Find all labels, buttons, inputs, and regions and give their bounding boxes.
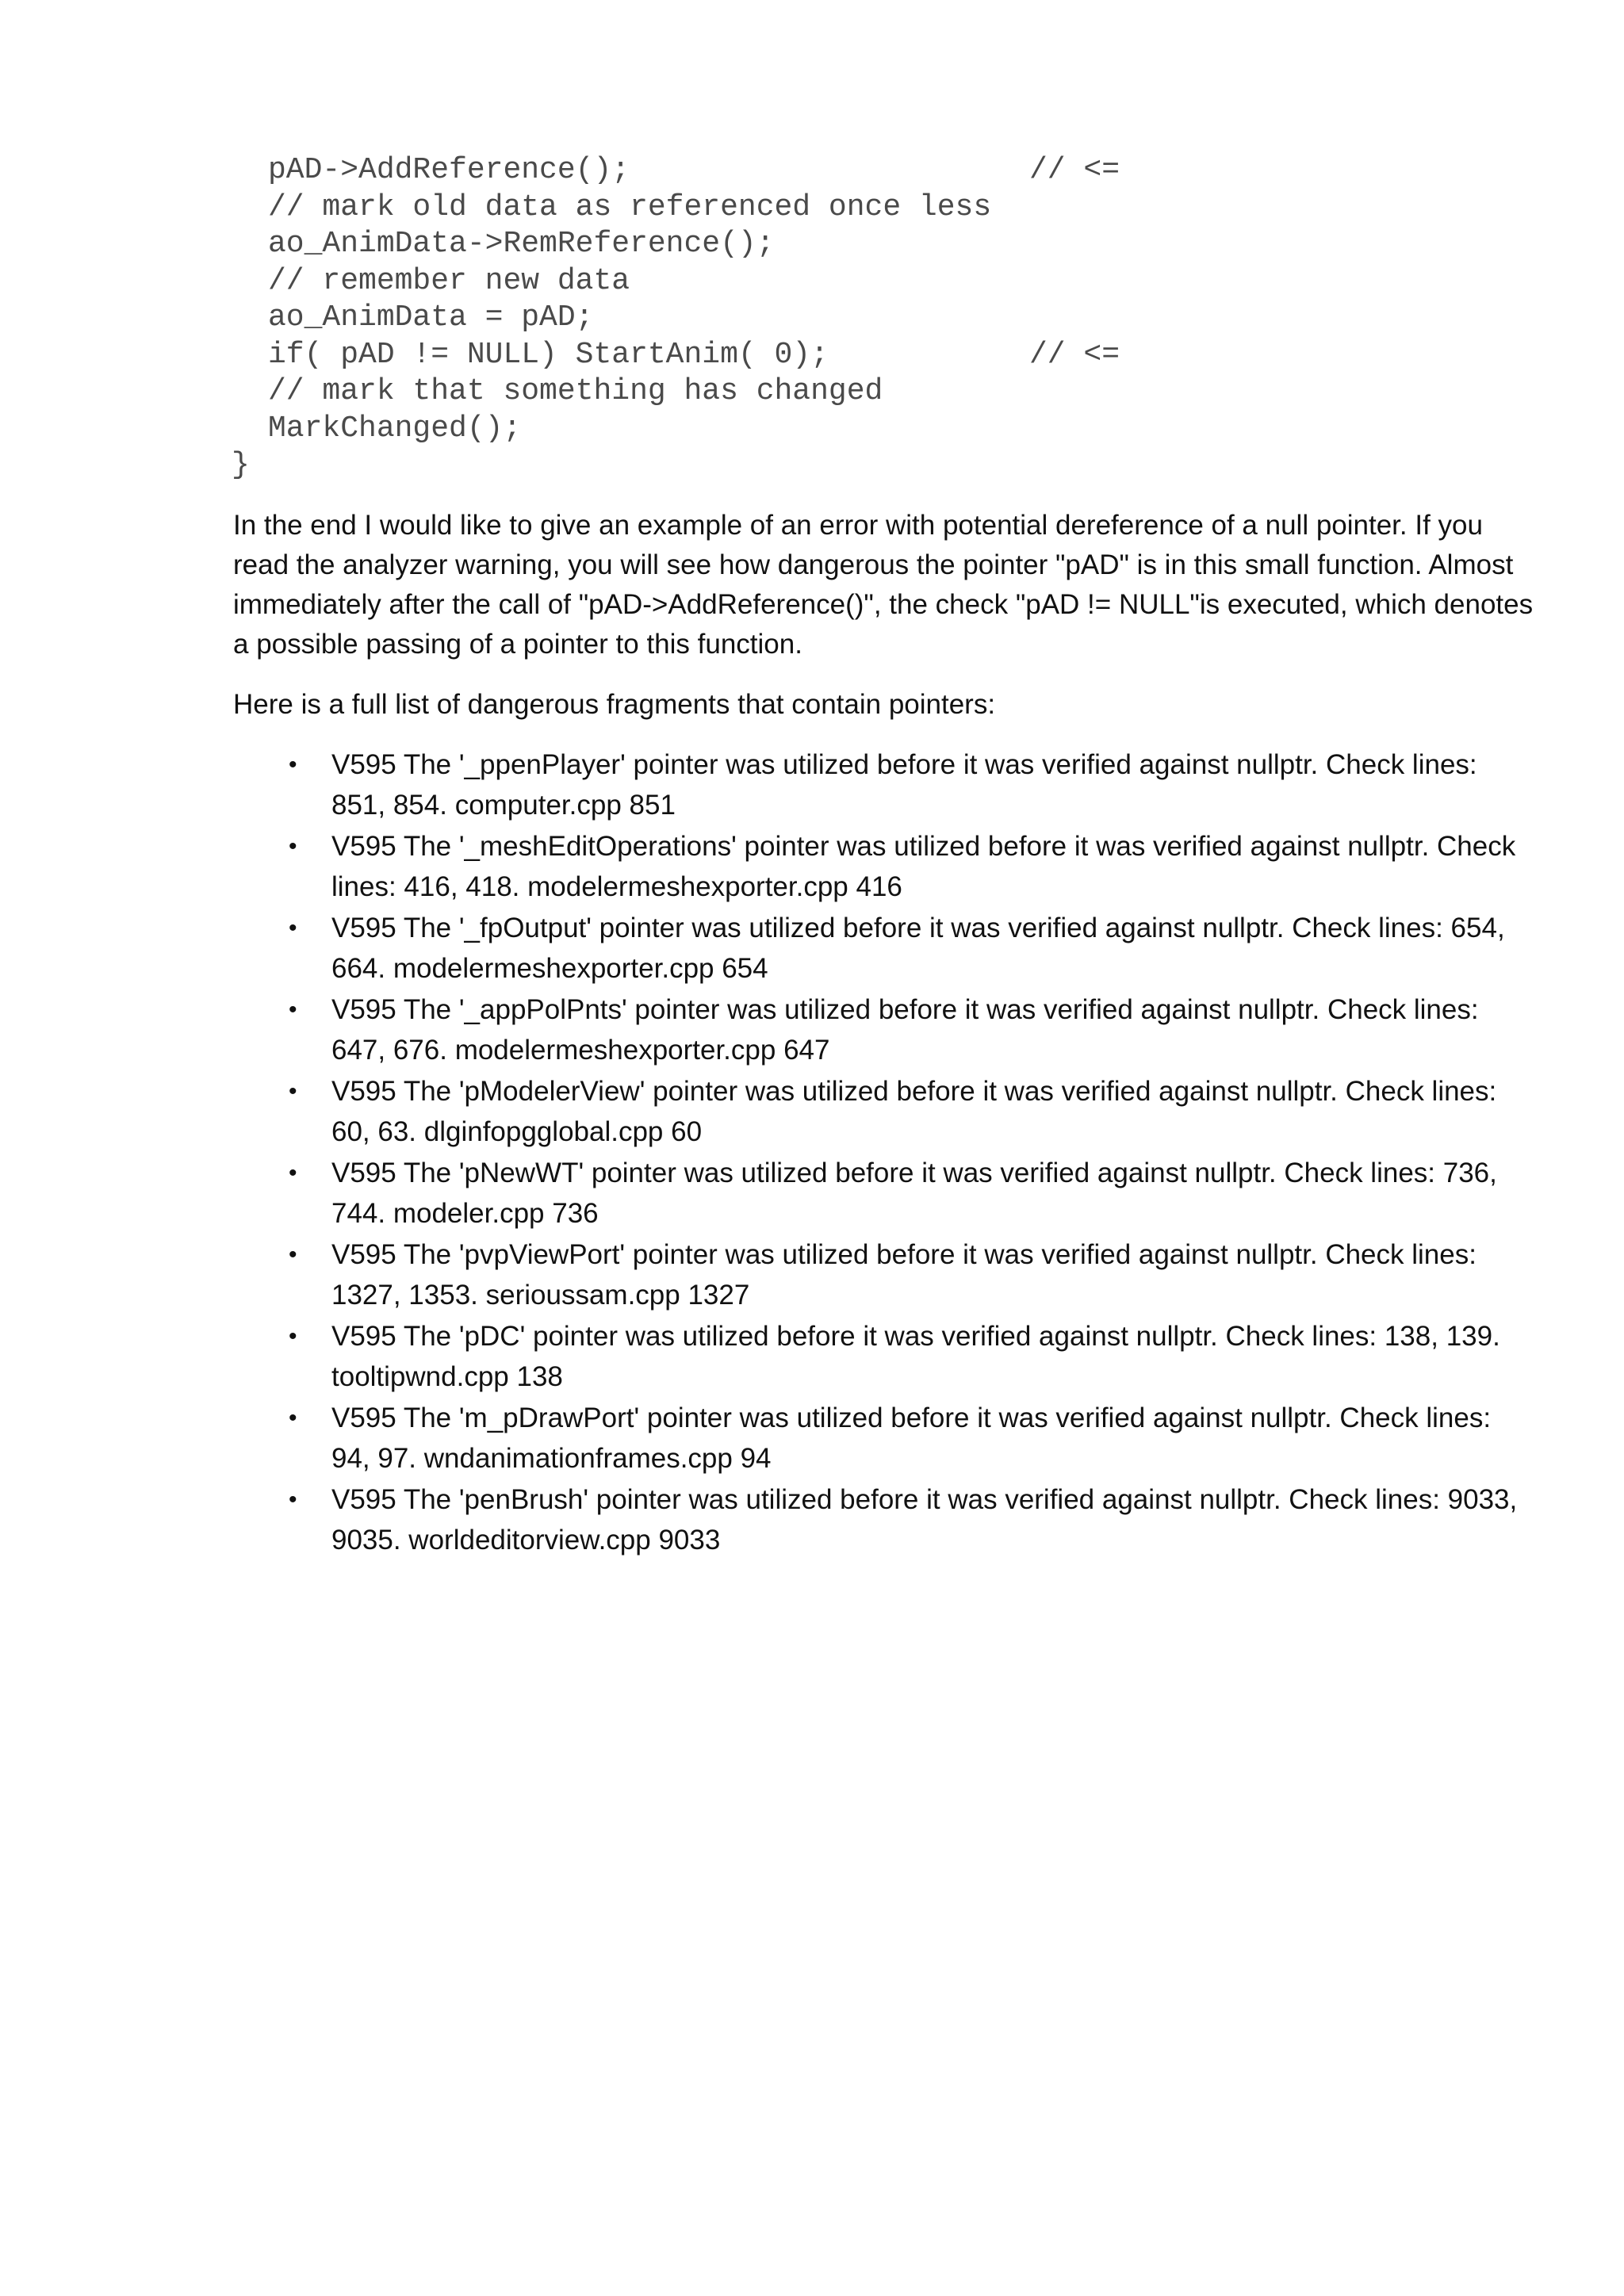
list-item xyxy=(233,1317,1534,1397)
code-line xyxy=(232,300,1421,337)
code-text: ao_AnimData->RemReference(); xyxy=(268,227,775,261)
code-text: pAD->AddReference(); xyxy=(268,153,630,187)
code-text: ao_AnimData = pAD; xyxy=(268,300,594,335)
code-line xyxy=(232,411,1421,448)
code-line xyxy=(232,373,1421,411)
bullet-icon: • xyxy=(289,915,297,941)
list-item xyxy=(233,990,1534,1070)
warning-text: V595 The 'pDC' pointer was utilized before it was verified against nullptr. Check lines: 138, 139. tooltipwnd.cpp 138 xyxy=(331,1321,1500,1392)
warning-list xyxy=(233,745,1534,1560)
list-item xyxy=(233,1072,1534,1152)
list-item xyxy=(233,1154,1534,1234)
bullet-icon: • xyxy=(289,833,297,859)
warning-text: V595 The 'penBrush' pointer was utilized before it was verified against nullptr. Check lines: 9033, 9035. worldeditorview.cpp 9033 xyxy=(331,1484,1518,1556)
bullet-icon: • xyxy=(289,1487,297,1513)
warning-text: V595 The '_fpOutput' pointer was utilized before it was verified against nullptr. Check lines: 654, 664. modelermeshexporter.cpp 654 xyxy=(331,913,1505,984)
code-line xyxy=(232,226,1421,263)
warning-text: V595 The 'm_pDrawPort' pointer was utilized before it was verified against nullptr. Check lines: 94, 97. wndanimationframes.cpp 94 xyxy=(331,1402,1492,1474)
bullet-icon: • xyxy=(289,997,297,1023)
bullet-icon: • xyxy=(289,1323,297,1349)
code-line xyxy=(232,263,1421,300)
bullet-icon: • xyxy=(289,1242,297,1268)
code-text: // mark old data as referenced once less xyxy=(268,189,992,224)
code-closing-brace: } xyxy=(232,448,250,482)
list-item xyxy=(233,745,1534,825)
code-text: MarkChanged(); xyxy=(268,411,522,446)
list-intro-paragraph: Here is a full list of dangerous fragments that contain pointers: xyxy=(233,689,996,720)
list-item xyxy=(233,909,1534,989)
warning-text: V595 The '_meshEditOperations' pointer was utilized before it was verified against nullptr. Check lines: 416, 418. modelermeshexporter.cpp 416 xyxy=(331,831,1516,902)
warning-text: V595 The 'pvpViewPort' pointer was utilized before it was verified against nullptr. Check lines: 1327, 1353. serioussam.cpp 1327 xyxy=(331,1239,1477,1311)
warning-text: V595 The 'pModelerView' pointer was utilized before it was verified against nullptr. Check lines: 60, 63. dlginfopgglobal.cpp 60 xyxy=(331,1076,1497,1147)
bullet-icon: • xyxy=(289,1160,297,1186)
list-item xyxy=(233,1399,1534,1479)
article-body xyxy=(233,506,1534,1562)
code-line xyxy=(232,189,1421,227)
code-comment: // <= xyxy=(1029,337,1120,372)
code-line xyxy=(232,152,1421,189)
warning-text: V595 The '_appPolPnts' pointer was utilized before it was verified against nullptr. Check lines: 647, 676. modelermeshexporter.cpp 647 xyxy=(331,994,1479,1066)
code-text: // mark that something has changed xyxy=(268,374,883,408)
list-item xyxy=(233,1235,1534,1315)
warning-text: V595 The '_ppenPlayer' pointer was utilized before it was verified against nullptr. Check lines: 851, 854. computer.cpp 851 xyxy=(331,749,1477,821)
list-item xyxy=(233,827,1534,907)
code-snippet xyxy=(232,152,1421,484)
code-line xyxy=(232,337,1421,374)
code-comment: // <= xyxy=(1029,153,1120,187)
bullet-icon: • xyxy=(289,1078,297,1104)
bullet-icon: • xyxy=(289,752,297,778)
bullet-icon: • xyxy=(289,1405,297,1431)
warning-text: V595 The 'pNewWT' pointer was utilized before it was verified against nullptr. Check lines: 736, 744. modeler.cpp 736 xyxy=(331,1158,1497,1229)
list-item xyxy=(233,1480,1534,1560)
code-text: // remember new data xyxy=(268,263,630,298)
code-text: if( pAD != NULL) StartAnim( 0); xyxy=(268,337,829,372)
intro-paragraph: In the end I would like to give an example of an error with potential dereference of a null pointer. If you read the analyzer warning, you will see how dangerous the pointer "pAD" is in this small function. Almost immediately after the call of "pAD->AddReference()", the check "pAD != NULL"is executed, which denotes a possible passing of a pointer to this function. xyxy=(233,510,1534,660)
